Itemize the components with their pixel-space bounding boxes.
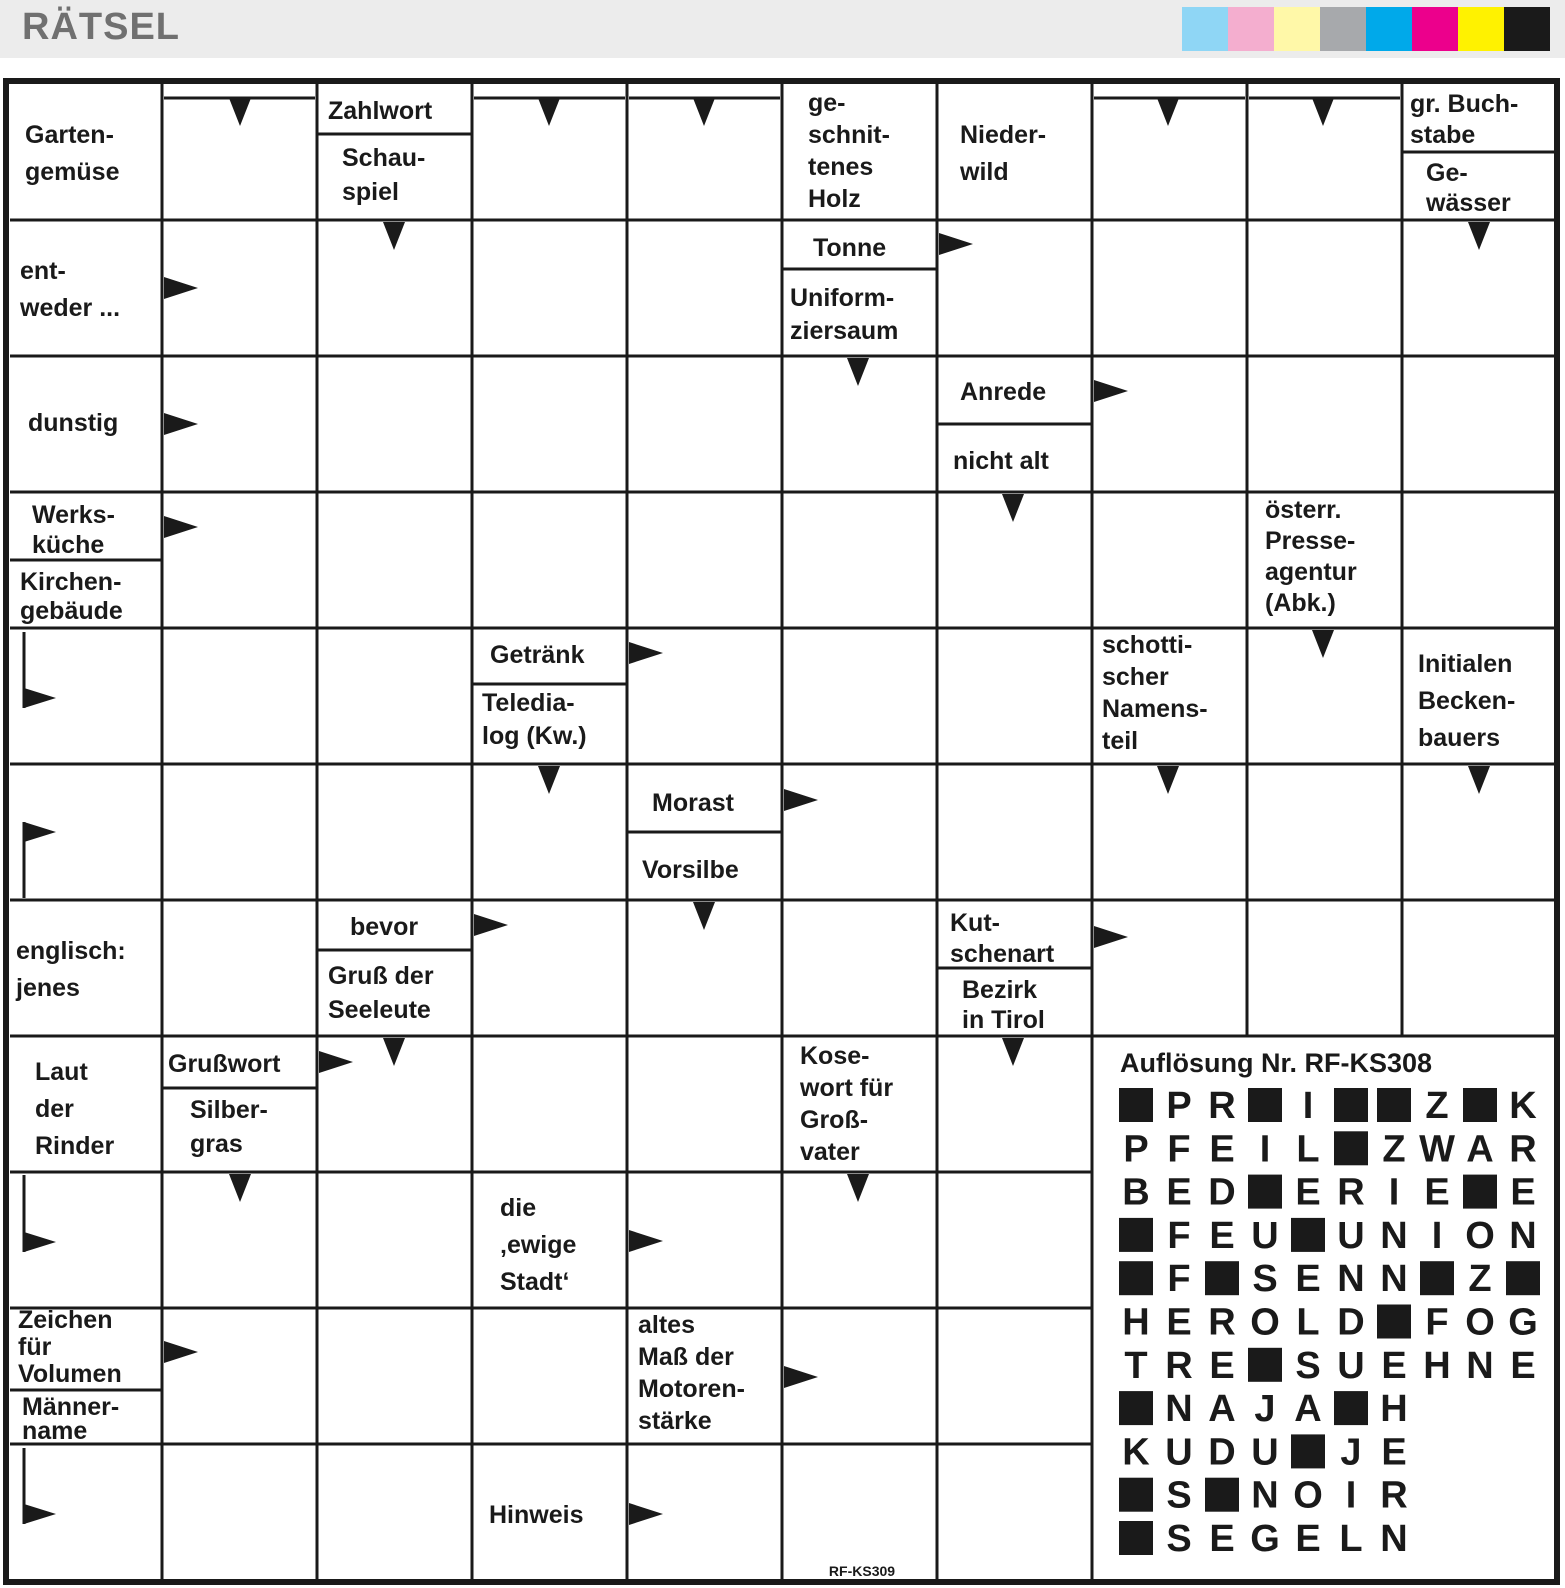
solution-letter: G xyxy=(1250,1518,1280,1560)
solution-letter: D xyxy=(1337,1301,1365,1344)
clue-c36 xyxy=(489,1501,583,1529)
clue-line: Becken- xyxy=(1418,687,1516,715)
clue-line: Rinder xyxy=(35,1132,115,1160)
clue-line: Bezirk xyxy=(962,976,1038,1004)
clue-line: scher xyxy=(1102,663,1169,691)
solution-letter: L xyxy=(1296,1301,1320,1344)
solution-letter: P xyxy=(1123,1128,1149,1171)
clue-line: Namens- xyxy=(1102,695,1208,723)
clue-line: Holz xyxy=(808,185,861,213)
clue-line: wässer xyxy=(1426,189,1511,217)
clue-line: weder ... xyxy=(20,294,121,322)
solution-letter: K xyxy=(1122,1431,1150,1474)
clue-line: agentur xyxy=(1265,558,1357,586)
solution-letter: S xyxy=(1166,1474,1192,1517)
clue-line: Maß der xyxy=(638,1343,734,1371)
solution-letter: J xyxy=(1254,1388,1276,1431)
solution-black-square xyxy=(1334,1088,1368,1122)
solution-letter: T xyxy=(1124,1344,1148,1387)
solution-letter: R xyxy=(1208,1085,1236,1127)
clue-line: schnit- xyxy=(808,121,890,149)
solution-letter: R xyxy=(1380,1474,1408,1517)
solution-title: Auflösung Nr. RF-KS308 xyxy=(1120,1048,1433,1078)
clue-line: Zahlwort xyxy=(328,97,433,125)
clue-line: tenes xyxy=(808,153,874,181)
solution-letter: G xyxy=(1508,1301,1538,1344)
solution-letter: N xyxy=(1165,1388,1193,1431)
clue-line: Hinweis xyxy=(489,1501,584,1529)
clue-line: ent- xyxy=(20,257,66,285)
clue-c17 xyxy=(490,641,585,669)
solution-letter: L xyxy=(1296,1128,1320,1171)
solution-letter: E xyxy=(1295,1171,1321,1214)
clue-line: Stadt‘ xyxy=(500,1268,570,1296)
clue-line: Nieder- xyxy=(960,121,1047,149)
solution-letter: Z xyxy=(1468,1258,1492,1301)
solution-letter: E xyxy=(1209,1518,1235,1560)
solution-letter: U xyxy=(1251,1214,1279,1257)
solution-letter: Z xyxy=(1382,1128,1406,1171)
clue-c24 xyxy=(350,913,418,941)
solution-letter: N xyxy=(1380,1214,1408,1257)
solution-letter: E xyxy=(1209,1344,1235,1387)
clue-line: wild xyxy=(960,158,1009,186)
clue-line: englisch: xyxy=(16,937,126,965)
solution-letter: U xyxy=(1251,1431,1279,1474)
solution-letter: I xyxy=(1259,1128,1271,1171)
clue-line: name xyxy=(22,1417,88,1445)
solution-black-square xyxy=(1205,1261,1239,1295)
clue-line: wort für xyxy=(800,1074,894,1102)
clue-line: küche xyxy=(32,531,105,559)
clue-c2 xyxy=(328,97,433,125)
clue-line: Garten- xyxy=(25,121,114,149)
solution-letter: N xyxy=(1380,1518,1408,1560)
solution-letter: E xyxy=(1381,1344,1407,1387)
clue-line: der xyxy=(35,1095,74,1123)
solution-letter: R xyxy=(1337,1171,1365,1214)
solution-letter: U xyxy=(1337,1214,1365,1257)
clue-line: ziersaum xyxy=(790,317,899,345)
solution-black-square xyxy=(1248,1348,1282,1382)
solution-letter: J xyxy=(1340,1431,1362,1474)
solution-letter: H xyxy=(1380,1388,1408,1431)
header-title: RÄTSEL xyxy=(22,6,180,48)
clue-line: jenes xyxy=(16,974,80,1002)
solution-black-square xyxy=(1334,1391,1368,1425)
clue-c13 xyxy=(953,447,1050,475)
clue-line: Groß- xyxy=(800,1106,869,1134)
solution-black-square xyxy=(1463,1088,1497,1122)
solution-letter: S xyxy=(1166,1518,1192,1560)
solution-letter: H xyxy=(1122,1301,1150,1344)
clue-line: schotti- xyxy=(1102,631,1193,659)
clue-line: Seeleute xyxy=(328,996,431,1024)
solution-letter: E xyxy=(1295,1258,1321,1301)
clue-line: die xyxy=(500,1194,537,1222)
clue-c21 xyxy=(652,789,735,817)
clue-line: Presse- xyxy=(1265,527,1356,555)
solution-letter: R xyxy=(1509,1128,1537,1171)
solution-black-square xyxy=(1377,1305,1411,1339)
solution-letter: D xyxy=(1208,1431,1236,1474)
solution-letter: A xyxy=(1294,1388,1322,1431)
solution-letter: K xyxy=(1509,1085,1537,1127)
solution-letter: F xyxy=(1167,1214,1191,1257)
clue-line: dunstig xyxy=(28,409,119,437)
clue-line: gebäude xyxy=(20,597,123,625)
solution-letter: F xyxy=(1167,1128,1191,1171)
solution-black-square xyxy=(1248,1175,1282,1209)
clue-line: Kose- xyxy=(800,1042,870,1070)
solution-letter: N xyxy=(1466,1344,1494,1387)
clue-line: stärke xyxy=(638,1407,712,1435)
solution-black-square xyxy=(1119,1218,1153,1252)
solution-letter: L xyxy=(1339,1518,1363,1560)
solution-letter: R xyxy=(1165,1344,1193,1387)
solution-letter: E xyxy=(1424,1171,1450,1214)
clue-c15 xyxy=(20,568,123,625)
solution-letter: A xyxy=(1208,1388,1236,1431)
clue-line: ‚ewige xyxy=(500,1231,577,1259)
solution-letter: O xyxy=(1465,1214,1495,1257)
clue-line: Laut xyxy=(35,1058,88,1086)
clue-line: Kirchen- xyxy=(20,568,122,596)
solution-letter: E xyxy=(1381,1431,1407,1474)
solution-letter: I xyxy=(1388,1171,1400,1214)
clue-line: Grußwort xyxy=(168,1050,281,1078)
clue-line: Werks- xyxy=(32,501,115,529)
clue-line: Kut- xyxy=(950,909,1000,937)
solution-black-square xyxy=(1291,1434,1325,1468)
solution-letter: E xyxy=(1510,1344,1536,1387)
solution-letter: I xyxy=(1302,1085,1314,1127)
clue-c12 xyxy=(960,378,1046,406)
clue-line: gras xyxy=(190,1130,243,1158)
clue-line: ge- xyxy=(808,89,846,117)
clue-line: für xyxy=(18,1333,52,1361)
solution-black-square xyxy=(1463,1175,1497,1209)
clue-line: nicht alt xyxy=(953,447,1049,475)
solution-letter: R xyxy=(1208,1301,1236,1344)
clue-line: Uniform- xyxy=(790,284,895,312)
solution-black-square xyxy=(1119,1478,1153,1512)
solution-black-square xyxy=(1506,1261,1540,1295)
clue-line: Teledia- xyxy=(482,689,575,717)
solution-black-square xyxy=(1420,1261,1454,1295)
solution-letter: O xyxy=(1293,1474,1323,1517)
solution-letter: S xyxy=(1295,1344,1321,1387)
solution-black-square xyxy=(1248,1088,1282,1122)
solution-letter: A xyxy=(1466,1128,1494,1171)
solution-letter: B xyxy=(1122,1171,1150,1214)
solution-black-square xyxy=(1291,1218,1325,1252)
solution-letter: U xyxy=(1337,1344,1365,1387)
solution-letter: F xyxy=(1167,1258,1191,1301)
clue-c11 xyxy=(28,409,118,437)
solution-black-square xyxy=(1119,1391,1153,1425)
solution-letter: I xyxy=(1431,1214,1443,1257)
clue-line: Getränk xyxy=(490,641,585,669)
clue-c9 xyxy=(813,234,886,262)
clue-line: teil xyxy=(1102,727,1139,755)
clue-line: bauers xyxy=(1418,724,1500,752)
solution-letter: N xyxy=(1251,1474,1279,1517)
solution-letter: F xyxy=(1425,1301,1449,1344)
solution-black-square xyxy=(1119,1261,1153,1295)
solution-letter: D xyxy=(1208,1171,1236,1214)
solution-letter: Z xyxy=(1425,1085,1449,1127)
solution-black-square xyxy=(1119,1521,1153,1555)
clue-line: Ge- xyxy=(1426,159,1468,187)
solution-letter: S xyxy=(1252,1258,1278,1301)
clue-line: österr. xyxy=(1265,496,1342,524)
clue-c29 xyxy=(168,1050,281,1078)
clue-line: vater xyxy=(800,1138,860,1166)
clue-line: in Tirol xyxy=(962,1006,1045,1034)
puzzle-code: RF-KS309 xyxy=(828,1563,896,1579)
solution-black-square xyxy=(1334,1131,1368,1165)
solution-letter: N xyxy=(1380,1258,1408,1301)
solution-black-square xyxy=(1377,1088,1411,1122)
clue-line: Tonne xyxy=(813,234,887,262)
solution-letter: O xyxy=(1250,1301,1280,1344)
clue-line: Motoren- xyxy=(638,1375,745,1403)
clue-line: Silber- xyxy=(190,1096,268,1124)
clue-line: Gruß der xyxy=(328,962,434,990)
clue-line: Volumen xyxy=(18,1360,122,1388)
solution-black-square xyxy=(1205,1478,1239,1512)
clue-line: Initialen xyxy=(1418,650,1513,678)
solution-letter: E xyxy=(1295,1518,1321,1560)
solution-letter: W xyxy=(1419,1128,1455,1171)
clue-line: gemüse xyxy=(25,158,120,186)
clue-c22 xyxy=(642,856,739,884)
solution-letter: U xyxy=(1165,1431,1193,1474)
clue-line: log (Kw.) xyxy=(482,722,587,750)
solution-black-square xyxy=(1119,1088,1153,1122)
solution-letter: E xyxy=(1209,1128,1235,1171)
solution-letter: E xyxy=(1209,1214,1235,1257)
clue-line: (Abk.) xyxy=(1265,589,1336,617)
clue-line: gr. Buch- xyxy=(1410,90,1519,118)
clue-line: Zeichen xyxy=(18,1306,113,1334)
clue-line: Schau- xyxy=(342,144,426,172)
clue-line: Männer- xyxy=(22,1393,120,1421)
clue-line: altes xyxy=(638,1311,695,1339)
clue-line: bevor xyxy=(350,913,419,941)
clue-line: schenart xyxy=(950,940,1055,968)
solution-letter: E xyxy=(1510,1171,1536,1214)
clue-line: Anrede xyxy=(960,378,1047,406)
clue-line: Vorsilbe xyxy=(642,856,739,884)
clue-line: spiel xyxy=(342,178,399,206)
solution-letter: E xyxy=(1166,1171,1192,1214)
solution-letter: O xyxy=(1465,1301,1495,1344)
clue-line: Morast xyxy=(652,789,734,817)
clue-line: stabe xyxy=(1410,121,1476,149)
solution-letter: N xyxy=(1509,1214,1537,1257)
solution-letter: H xyxy=(1423,1344,1451,1387)
solution-letter: E xyxy=(1166,1301,1192,1344)
solution-letter: I xyxy=(1345,1474,1357,1517)
solution-letter: P xyxy=(1166,1085,1192,1127)
solution-letter: N xyxy=(1337,1258,1365,1301)
